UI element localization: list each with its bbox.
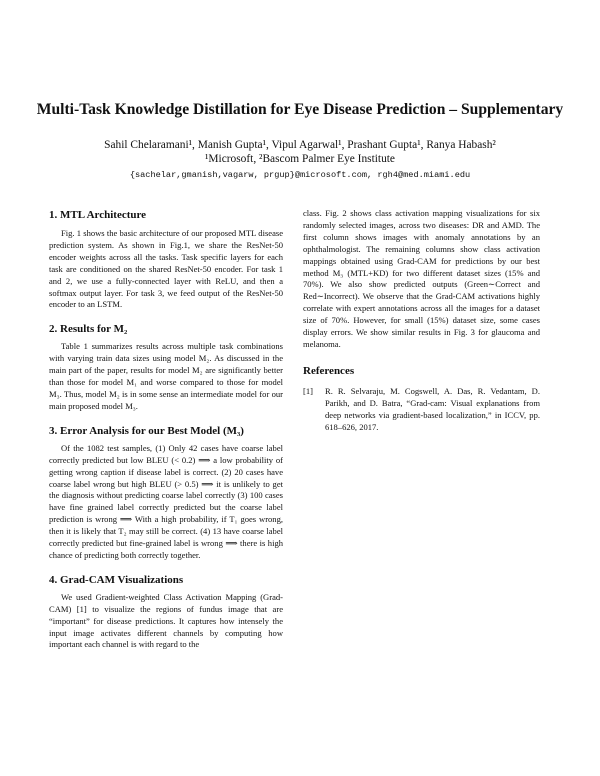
section-gradcam [49,573,283,652]
left-column [49,208,283,651]
reference-item [303,386,540,434]
section-mtl-architecture [49,208,283,311]
section-results-m2 [49,322,283,412]
references-heading: References [303,364,355,377]
reference-number: [1] [303,385,313,396]
section-heading: 2. Results for M₂ [49,323,128,336]
section-heading: 3. Error Analysis for our Best Model (M₃) [49,424,244,437]
affiliations: ¹Microsoft, ²Bascom Palmer Eye Institute [205,153,395,165]
section-body-part1: We used Gradient-weighted Class Activation Mapping (Grad-CAM) [1] to visualize the regions of fundus image that are “important” for disease predictions. It captures how intensely the input image activates different channels by computing how important each channel is with regard to the [49,591,283,650]
reference-text: R. R. Selvaraju, M. Cogswell, A. Das, R. Vedantam, D. Parikh, and D. Batra, “Grad-cam: Visual explanations from deep networks via gradient-based localization,” in ICCV, pp. 618–626, 2017. [325,385,540,432]
author-emails: {sachelar,gmanish,vagarw, prgup}@microsoft.com, rgh4@med.miami.edu [129,170,471,180]
section-body: Of the 1082 test samples, (1) Only 42 cases have coarse label correctly predicted but low BLEU (< 0.2) ⟹ a low probability of getting wrong caption if disease label is correct. (2) 20 cases have coarse label wrong but high BLEU (> 0.5) ⟹ it is unlikely to get the diagnosis without predicting coarse label correctly (3) 100 cases have fine grained label correctly predicted but the coarse label prediction is wrong ⟹ With a high probability, if T₁ goes wrong, then it is likely that T₂ may still be correct. (4) 13 have coarse label correctly predicted but fine-grained label is wrong ⟹ there is high chance of predicting both correctly together. [49,442,283,560]
section-body-part2: class. Fig. 2 shows class activation mapping visualizations for six randomly selected images, across two diseases: DR and AMD. The first column shows images with anomaly annotations by an ophthalmologist. The remaining columns show class activation mappings obtained using Grad-CAM for predictions by our best method M₃ (MTL+KD) for two different dataset sizes (15% and 70%). We also show predicted outputs (Green∼Correct and Red∼Incorrect). We observe that the Grad-CAM activations highly correlate with expert annotations across all the images for a dataset size of 70%. However, for small (15%) dataset size, some cases display errors. We show similar results in Fig. 3 for glaucoma and melanoma. [303,208,540,349]
paper-title: Multi-Task Knowledge Distillation for Eye Disease Prediction – Supplementary [36,101,564,118]
author-list: Sahil Chelaramani¹, Manish Gupta¹, Vipul Agarwal¹, Prashant Gupta¹, Ranya Habash² [104,139,496,151]
right-column [303,208,540,434]
section-body: Table 1 summarizes results across multiple task combinations with varying train data sizes using model M₂. As discussed in the main part of the paper, results for model M₂ are significantly better than those for model M₁ and worse compared to those for model M₃. Thus, model M₂ is in some sense an intermediate model for our main proposed model M₃. [49,341,283,411]
section-heading: 4. Grad-CAM Visualizations [49,573,184,586]
section-heading: 1. MTL Architecture [49,209,147,221]
references [303,364,540,434]
section-body: Fig. 1 shows the basic architecture of our proposed MTL disease prediction system. As shown in Fig.1, we share the ResNet-50 encoder weights across all the tasks. Task specific layers for each task are conditioned on the shared ResNet-50 encoder. For task 1 and 2, we use a fully-connected layer with ReLU, and then a softmax output layer. For task 3, we feed output of the ResNet-50 encoder to an LSTM. [49,228,283,310]
section-error-analysis [49,424,283,562]
